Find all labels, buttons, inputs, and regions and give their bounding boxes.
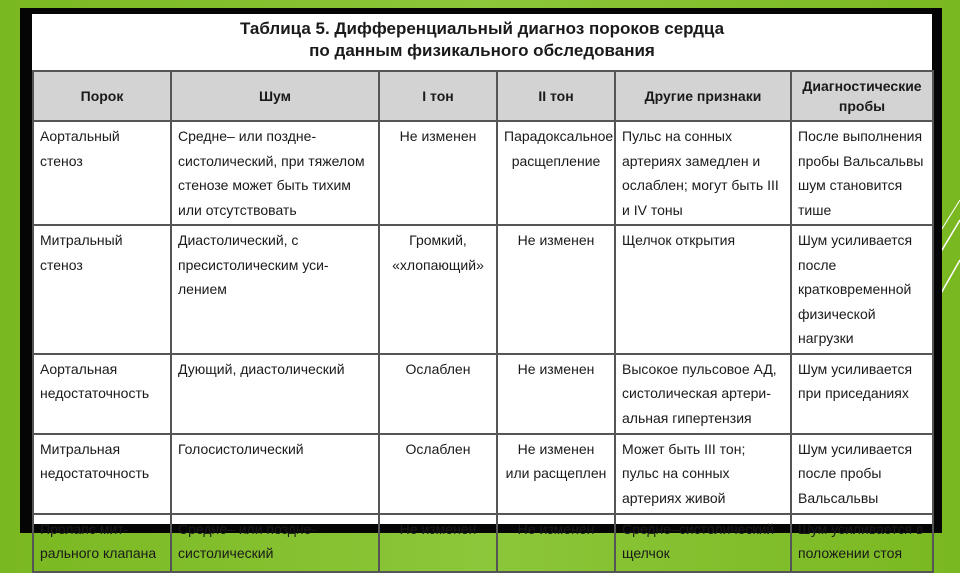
header-defect: Порок — [33, 71, 171, 121]
cell-defect: Аортальная недостаточность — [33, 354, 171, 434]
cell-defect: Аортальный стеноз — [33, 121, 171, 225]
diagnosis-table — [32, 70, 934, 573]
title-line-2: по данным физикального обследования — [309, 41, 655, 60]
header-diagnostic-tests: Диагностические пробы — [791, 71, 933, 121]
cell-murmur: Средне– или позднесистолический, при тяжелом стенозе может быть тихим или отсутствовать — [171, 121, 379, 225]
cell-other-signs: Пульс на сонных артериях замедлен и ослаблен; могут быть III и IV тоны — [615, 121, 791, 225]
cell-other-signs: Средне–систолический щелчок — [615, 514, 791, 572]
table-row — [33, 354, 933, 434]
cell-other-signs: Высокое пульсовое АД, систолическая артериальная гипертензия — [615, 354, 791, 434]
table-row — [33, 225, 933, 354]
cell-diagnostic-tests: Шум усиливается при приседаниях — [791, 354, 933, 434]
cell-diagnostic-tests: Шум усиливается в положении стоя — [791, 514, 933, 572]
header-first-tone: I тон — [379, 71, 497, 121]
cell-first-tone: Громкий, «хлопающий» — [379, 225, 497, 354]
cell-defect: Митральная недостаточность — [33, 434, 171, 514]
cell-first-tone: Ослаблен — [379, 434, 497, 514]
document-sheet — [32, 14, 932, 561]
table-header-row — [33, 71, 933, 121]
cell-diagnostic-tests: Шум усиливается после кратковременной физической нагрузки — [791, 225, 933, 354]
cell-second-tone: Парадоксальное расщепление — [497, 121, 615, 225]
cell-murmur: Дующий, диастолический — [171, 354, 379, 434]
cell-defect: Митральный стеноз — [33, 225, 171, 354]
cell-second-tone: Не изменен — [497, 514, 615, 572]
cell-second-tone: Не изменен — [497, 354, 615, 434]
cell-defect: Пролапс митрального клапана — [33, 514, 171, 572]
header-second-tone: II тон — [497, 71, 615, 121]
cell-second-tone: Не изменен — [497, 225, 615, 354]
cell-murmur: Средне– или позднесистолический — [171, 514, 379, 572]
cell-murmur: Голосистолический — [171, 434, 379, 514]
cell-diagnostic-tests: После выполнения пробы Вальсальвы шум становится тише — [791, 121, 933, 225]
cell-second-tone: Не изменен или расщеплен — [497, 434, 615, 514]
table-title — [32, 14, 932, 66]
cell-first-tone: Не изменен — [379, 514, 497, 572]
table-row — [33, 514, 933, 572]
header-other-signs: Другие признаки — [615, 71, 791, 121]
cell-first-tone: Не изменен — [379, 121, 497, 225]
cell-other-signs: Щелчок открытия — [615, 225, 791, 354]
cell-other-signs: Может быть III тон; пульс на сонных артериях живой — [615, 434, 791, 514]
header-murmur: Шум — [171, 71, 379, 121]
cell-diagnostic-tests: Шум усиливается после пробы Вальсальвы — [791, 434, 933, 514]
table-row — [33, 121, 933, 225]
cell-first-tone: Ослаблен — [379, 354, 497, 434]
table-row — [33, 434, 933, 514]
cell-murmur: Диастолический, с пресистолическим усилением — [171, 225, 379, 354]
title-line-1: Таблица 5. Дифференциальный диагноз пороков сердца — [239, 19, 725, 38]
